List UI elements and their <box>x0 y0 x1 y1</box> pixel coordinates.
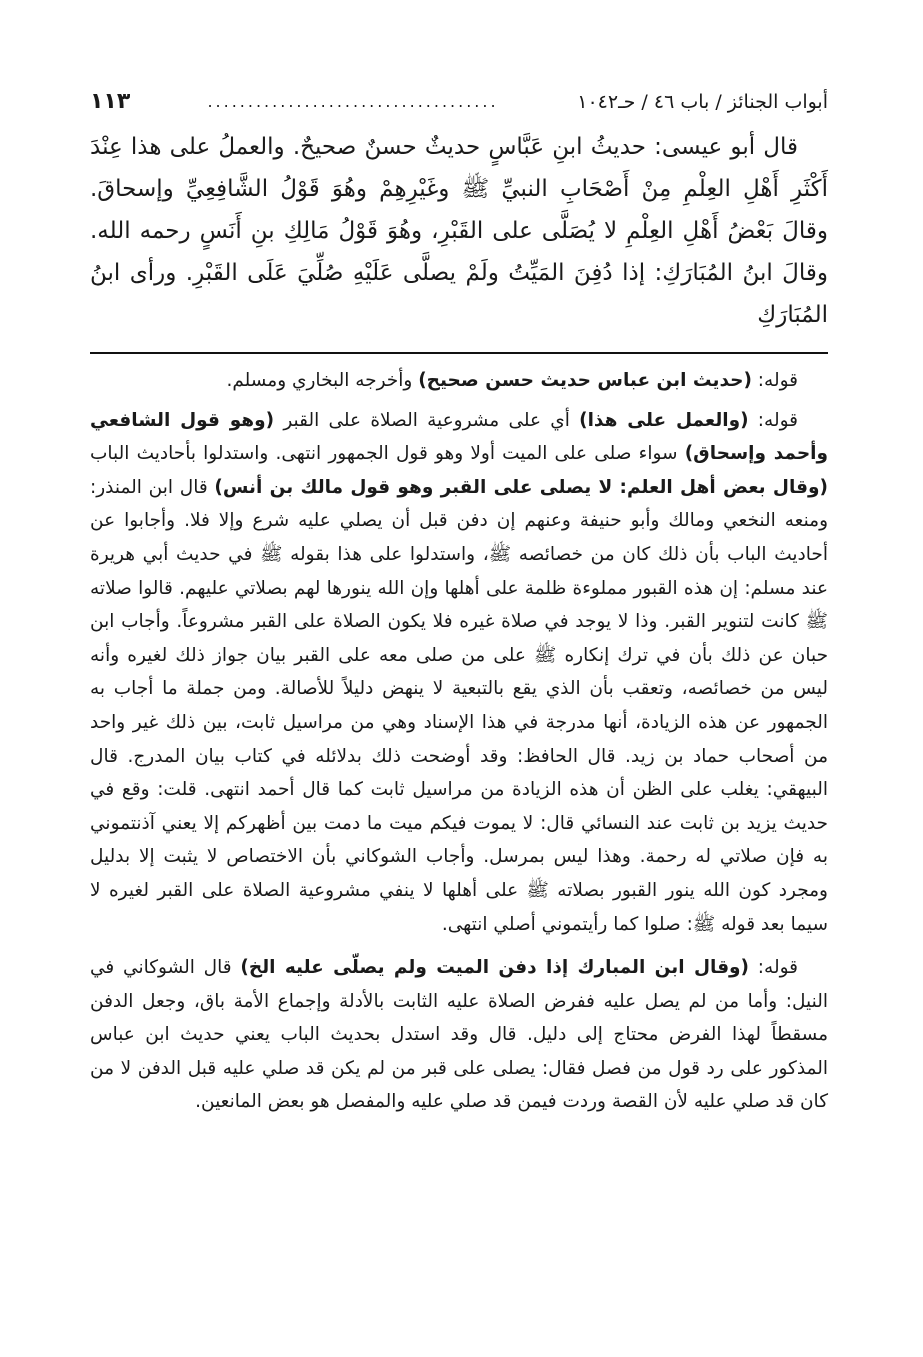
note-text: وأخرجه البخاري ومسلم. <box>226 370 419 391</box>
note-text: قال الشوكاني في النيل: وأما من لم يصل عليه ففرض الصلاة عليه الثابت بالأدلة وإجماع الأمة باق، وجعل الدفن مسقطاً لهذا الفرض محتاج إلى دليل. قال وقد استدل بحديث الباب يعني حديث ابن عباس المذكور على رد قول من فصل فقال: يصلى على قبر من لم يكن قد صلي عليه قبل الدفن لا من كان قد صلي عليه لأن القصة وردت فيمن قد صلي عليه والمفصل هو بعض المانعين. <box>90 957 828 1113</box>
running-head-title: أبواب الجنائز / باب ٤٦ / حـ١٠٤٢ <box>577 91 828 113</box>
note-quote: (والعمل على هذا) <box>579 409 749 431</box>
note-quote: (وقال بعض أهل العلم: لا يصلى على القبر وهو قول مالك بن أنس) <box>214 476 828 498</box>
book-page <box>90 84 828 1125</box>
running-head-leader-dots: .................................... <box>207 92 499 111</box>
commentary-note-2 <box>90 404 828 942</box>
note-text: أي على مشروعية الصلاة على القبر <box>274 409 580 431</box>
main-text <box>90 126 828 336</box>
note-quote: (وهو قول الشافعي وأحمد وإسحاق) <box>90 409 829 465</box>
commentary <box>90 364 828 1119</box>
commentary-note-3 <box>90 951 828 1119</box>
main-text-paragraph: قال أبو عيسى: حديثُ ابنِ عَبَّاسٍ حديثٌ حسنٌ صحيحٌ. والعملُ على هذا عِنْدَ أَكْثَرِ أَهْلِ العِلْمِ مِنْ أَصْحَابِ النبيِّ ﷺ وغَيْرِهِمْ وهُوَ قَوْلُ الشَّافِعِيِّ وإسحاقَ. وقالَ بَعْضُ أَهْلِ العِلْمِ لا يُصَلَّى على القَبْرِ، وهُوَ قَوْلُ مَالِكِ بنِ أَنَسٍ رحمه الله. وقالَ ابنُ المُبَارَكِ: إذا دُفِنَ المَيِّتُ ولَمْ يصلَّى عَلَيْهِ صُلِّيَ عَلَى القَبْرِ. ورأى ابنُ المُبَارَكِ <box>90 134 828 328</box>
note-text: قال ابن المنذر: ومنعه النخعي ومالك وأبو حنيفة وعنهم إن دفن قبل أن يصلي عليه شرع وإلا فلا. وأجابوا عن أحاديث الباب بأن ذلك كان من خصائصه ﷺ، واستدلوا على هذا بقوله ﷺ في حديث أبي هريرة عند مسلم: إن هذه القبور مملوءة ظلمة على أهلها وإن الله ينورها لهم بصلاتي عليهم. قالوا صلاته ﷺ كانت لتنوير القبر. وذا لا يوجد في صلاة غيره فلا يكون الصلاة على القبر مشروعاً. وأجاب ابن حبان عن ذلك بأن في ترك إنكاره ﷺ على من صلى معه على القبر بيان جواز ذلك لغيره وأنه ليس من خصائصه، وتعقب بأن الذي يقع بالتبعية لا ينهض دليلاً للأصالة. ومن جملة ما أجاب به الجمهور عن هذه الزيادة، أنها مدرجة في هذا الإسناد وهي من مراسيل ثابت، بين ذلك غير واحد من أصحاب حماد بن زيد. قال الحافظ: وقد أوضحت ذلك بدلائله في كتاب بيان المدرج. قال البيهقي: يغلب على الظن أن هذه الزيادة من مراسيل ثابت كما قال أحمد انتهى. قلت: وقع في حديث يزيد بن ثابت عند النسائي قال: لا يموت فيكم ميت ما دمت بين أظهركم إلا يعني آذنتموني به فإن صلاتي له رحمة. وهذا ليس بمرسل. وأجاب الشوكاني بأن الاختصاص لا يثبت إلا بدليل ومجرد كون الله ينور القبور بصلاته ﷺ على أهلها لا ينفي مشروعية الصلاة على القبر لغيره لا سيما بعد قوله ﷺ: صلوا كما رأيتموني أصلي انتهى. <box>90 476 828 935</box>
page-number: ١١٣ <box>90 89 131 114</box>
note-quote: (حديث ابن عباس حديث حسن صحيح) <box>418 370 752 391</box>
note-text: سواء صلى على الميت أولا وهو قول الجمهور انتهى. واستدلوا بأحاديث الباب <box>90 443 685 465</box>
note-lead: قوله: <box>749 957 798 979</box>
note-quote: (وقال ابن المبارك إذا دفن الميت ولم يصلّى عليه الخ) <box>240 957 750 979</box>
running-head <box>90 84 828 120</box>
note-lead: قوله: <box>751 370 798 391</box>
note-lead: قوله: <box>748 409 798 431</box>
footnote-divider <box>90 352 828 354</box>
commentary-note-1 <box>90 364 828 398</box>
